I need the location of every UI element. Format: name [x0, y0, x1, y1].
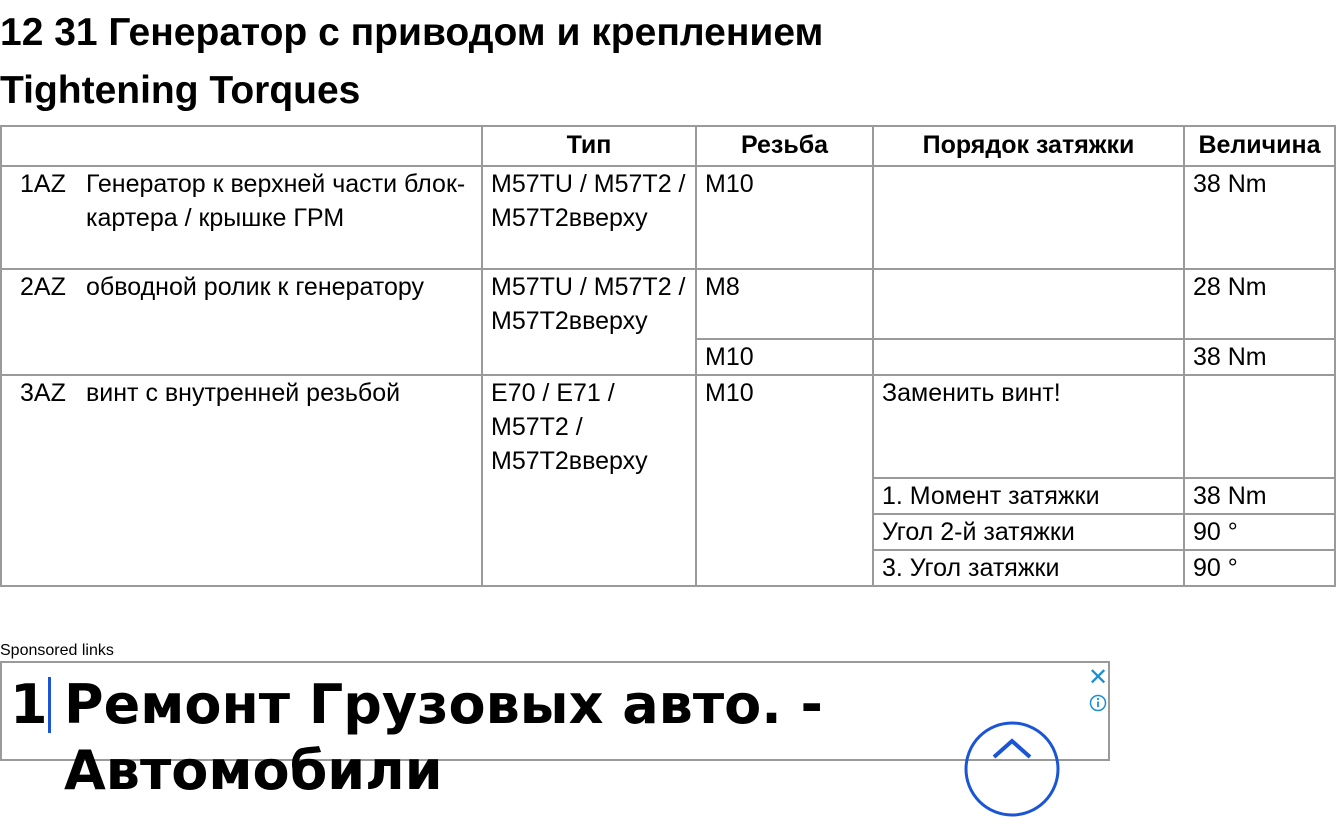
ad-divider: [48, 677, 51, 733]
header-type: Тип: [482, 126, 696, 166]
thread-cell: M8: [696, 269, 873, 339]
order-cell: 3. Угол затяжки: [873, 550, 1184, 586]
value-cell: 90 °: [1184, 514, 1335, 550]
order-cell: [873, 166, 1184, 269]
value-cell: 38 Nm: [1184, 478, 1335, 514]
sponsored-links-label: Sponsored links: [0, 642, 114, 659]
order-cell: [873, 269, 1184, 339]
table-row: [1, 166, 1335, 269]
thread-cell: M10: [696, 339, 873, 375]
position-code: 2AZ: [20, 273, 66, 301]
position-cell: [1, 375, 482, 586]
ad-banner[interactable]: [0, 661, 1110, 802]
order-cell: [873, 339, 1184, 375]
header-value: Величина: [1184, 126, 1335, 166]
order-cell: Заменить винт!: [873, 375, 1184, 478]
position-code: 3AZ: [20, 379, 66, 407]
value-cell: [1184, 375, 1335, 478]
value-cell: 38 Nm: [1184, 166, 1335, 269]
position-description: винт с внутренней резьбой: [86, 379, 401, 407]
page-title: 12 31 Генератор с приводом и креплением: [0, 11, 824, 54]
type-cell: M57TU / M57T2 / M57T2вверху: [482, 166, 696, 269]
header-order: Порядок затяжки: [873, 126, 1184, 166]
header-thread: Резьба: [696, 126, 873, 166]
ad-number: 1: [10, 673, 48, 736]
position-cell: [1, 269, 482, 375]
header-position: [1, 126, 482, 166]
table-row: [1, 375, 1335, 478]
ad-title-line2[interactable]: Автомобили: [64, 739, 443, 802]
close-icon[interactable]: ✕: [1087, 664, 1109, 691]
page-subtitle: Tightening Torques: [0, 69, 361, 112]
type-cell: M57TU / M57T2 / M57T2вверху: [482, 269, 696, 375]
order-cell: 1. Момент затяжки: [873, 478, 1184, 514]
thread-cell: M10: [696, 166, 873, 269]
info-icon[interactable]: [1089, 694, 1107, 712]
type-cell: E70 / E71 / M57T2 / M57T2вверху: [482, 375, 696, 586]
table-row: [1, 269, 1335, 339]
ad-logo-icon: [964, 721, 1060, 817]
position-cell: [1, 166, 482, 269]
position-description: Генератор к верхней части блок-картера / крышке ГРМ: [86, 170, 466, 232]
position-code: 1AZ: [20, 170, 66, 198]
order-cell: Угол 2-й затяжки: [873, 514, 1184, 550]
thread-cell: M10: [696, 375, 873, 586]
torque-table: [0, 125, 1336, 587]
ad-title-link[interactable]: Ремонт Грузовых авто. -: [64, 673, 823, 736]
value-cell: 28 Nm: [1184, 269, 1335, 339]
position-description: обводной ролик к генератору: [86, 273, 425, 301]
value-cell: 90 °: [1184, 550, 1335, 586]
value-cell: 38 Nm: [1184, 339, 1335, 375]
table-header-row: [1, 126, 1335, 166]
